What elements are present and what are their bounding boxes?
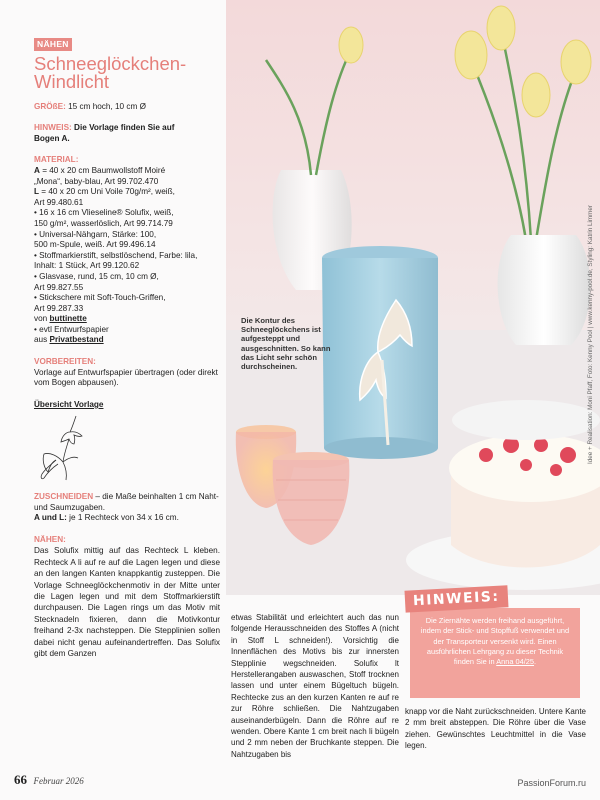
cut-section — [34, 492, 220, 524]
material-source: von buttinette — [34, 314, 87, 324]
category-badge: NÄHEN — [34, 38, 72, 51]
size-label: GRÖßE: — [34, 101, 66, 111]
photo-illustration — [226, 0, 600, 595]
hint-text: Die Ziernähte werden freihand ausgeführt, indem der Stick- und Stopffuß verwendet und der Transporteur versenkt wird. Einen ausführlichen Lehrgang zu dieser Technik finden Sie in — [420, 616, 570, 667]
material-line: Art 99.827.55 — [34, 282, 84, 292]
overview-heading: Übersicht Vorlage — [34, 399, 104, 409]
cut-text: – die Maße beinhalten 1 cm Naht- und Saumzugaben. — [34, 492, 219, 512]
hint-link[interactable]: Anna 04/25 — [496, 657, 535, 667]
material-heading: MATERIAL: — [34, 155, 79, 165]
material-source: aus Privatbestand — [34, 335, 104, 345]
cut-label: A und L: — [34, 513, 67, 523]
material-line: • Universal-Nähgarn, Stärke: 100, — [34, 229, 157, 239]
text-column-3: knapp vor die Naht zurückschneiden. Untere Kante 2 mm breit absteppen. Die Röhre über die Vase ziehen. Gewünschtes Leuchtmittel in die Vase legen. — [405, 707, 586, 751]
issue-date: Februar 2026 — [33, 776, 84, 786]
page-title — [34, 52, 220, 92]
template-note — [34, 123, 220, 144]
material-line: Art 99.480.61 — [34, 197, 84, 207]
supplier-name: buttinette — [49, 314, 87, 324]
cut-dimensions: je 1 Rechteck von 34 x 16 cm. — [66, 513, 179, 523]
title-line-2: Windlicht — [34, 70, 110, 92]
snowdrop-sketch-icon — [34, 414, 104, 482]
text-column-2: etwas Stabilität und erleichtert auch das nun folgende Herausschneiden des Stoffes A (nicht in Stoff L schneiden!). Vorsichtig die Innenflächen des Motivs bis zur innersten Stepplinie wegschneiden. Solufix lt Herstellerangaben auswaschen, Stoff trocknen lassen und unter einem Bügeltuch bügeln. Rechtecke zus an den kurzen Kanten re auf re zur Röhre schließen. Die Nahtzugaben auseinanderbügeln. Dann die Röhre auf re wenden. Obere Kante 1 cm breit nach li bügeln und 2 mm neben der Bruchkante steppen. Die Nahtzugaben bis — [231, 613, 399, 759]
prepare-heading: VORBEREITEN: — [34, 357, 96, 367]
material-line: A = 40 x 20 cm Baumwollstoff Moiré — [34, 165, 166, 175]
material-line: • evtl Entwurfspapier — [34, 324, 109, 334]
photo-caption: Die Kontur des Schneeglöckchens ist aufgesteppt und ausgeschnitten. So kann das Licht sehr schön durchscheinen. — [241, 316, 331, 372]
material-line: „Mona“, baby-blau, Art 99.702.470 — [34, 176, 159, 186]
instructions-column — [34, 38, 220, 659]
material-line: • Stoffmarkierstift, selbstlöschend, Farbe: lila, — [34, 250, 198, 260]
template-note-text-2: Bogen A. — [34, 133, 70, 143]
hint-box: Die Ziernähte werden freihand ausgeführt, indem der Stick- und Stopffuß verwendet und der Transporteur versenkt wird. Einen ausführlichen Lehrgang zu dieser Technik finden Sie in Anna 04/25. — [410, 608, 580, 698]
material-line: Art 99.287.33 — [34, 303, 84, 313]
material-line: • 16 x 16 cm Vlieseline® Solufix, weiß, — [34, 208, 174, 218]
sew-text: Das Solufix mittig auf das Rechteck L kleben. Rechteck A li auf re auf die Lagen legen und diese an den langen Kanten knappkantig zusteppen. Die Vorlage Schneeglöckchenmotiv in der Mitte unter die Lagen legen und mit dem Stoffmarkierstift durchpausen. Die Lagen rings um das Motiv mit Stecknadeln fixieren, dann die Motivkontur freihand 2-3x nachsteppen. Die Stepplinien sollen dabei nicht genau aufeinandertreffen. Das Solufix gibt dem Ganzen — [34, 546, 220, 659]
material-list — [34, 155, 220, 346]
material-line: 500 m-Spule, weiß. Art 99.496.14 — [34, 240, 156, 250]
watermark: PassionForum.ru — [517, 778, 586, 788]
material-line: 150 g/m², wasserlöslich, Art 99.714.79 — [34, 218, 173, 228]
material-line: L = 40 x 20 cm Uni Voile 70g/m², weiß, — [34, 187, 175, 197]
source-private: Privatbestand — [49, 335, 104, 345]
size-info — [34, 102, 220, 113]
lantern-photo — [226, 0, 600, 595]
photo-credit: Idee + Realisation: Moni Pfaff, Foto: Kenny Pool | www.kenny-pool.de, Styling: Katrin Limmer — [587, 205, 594, 464]
prepare-text: Vorlage auf Entwurfspapier übertragen (oder direkt vom Bogen abpausen). — [34, 367, 218, 388]
title-line-1: Schneeglöckchen- — [34, 52, 187, 74]
cut-heading: ZUSCHNEIDEN — [34, 492, 94, 502]
page-number: 66 — [14, 772, 27, 787]
page-footer — [14, 772, 84, 788]
sew-heading: NÄHEN: — [34, 534, 66, 544]
template-note-label: HINWEIS: — [34, 123, 72, 133]
prepare-section — [34, 357, 220, 389]
sew-section — [34, 535, 220, 660]
template-note-text: Die Vorlage finden Sie auf — [74, 123, 175, 133]
size-value: 15 cm hoch, 10 cm Ø — [68, 101, 146, 111]
material-line: • Glasvase, rund, 15 cm, 10 cm Ø, — [34, 271, 159, 281]
material-line: • Stickschere mit Soft-Touch-Griffen, — [34, 293, 166, 303]
hint-tag: HINWEIS: — [404, 585, 508, 612]
material-line: Inhalt: 1 Stück, Art 99.120.62 — [34, 261, 140, 271]
